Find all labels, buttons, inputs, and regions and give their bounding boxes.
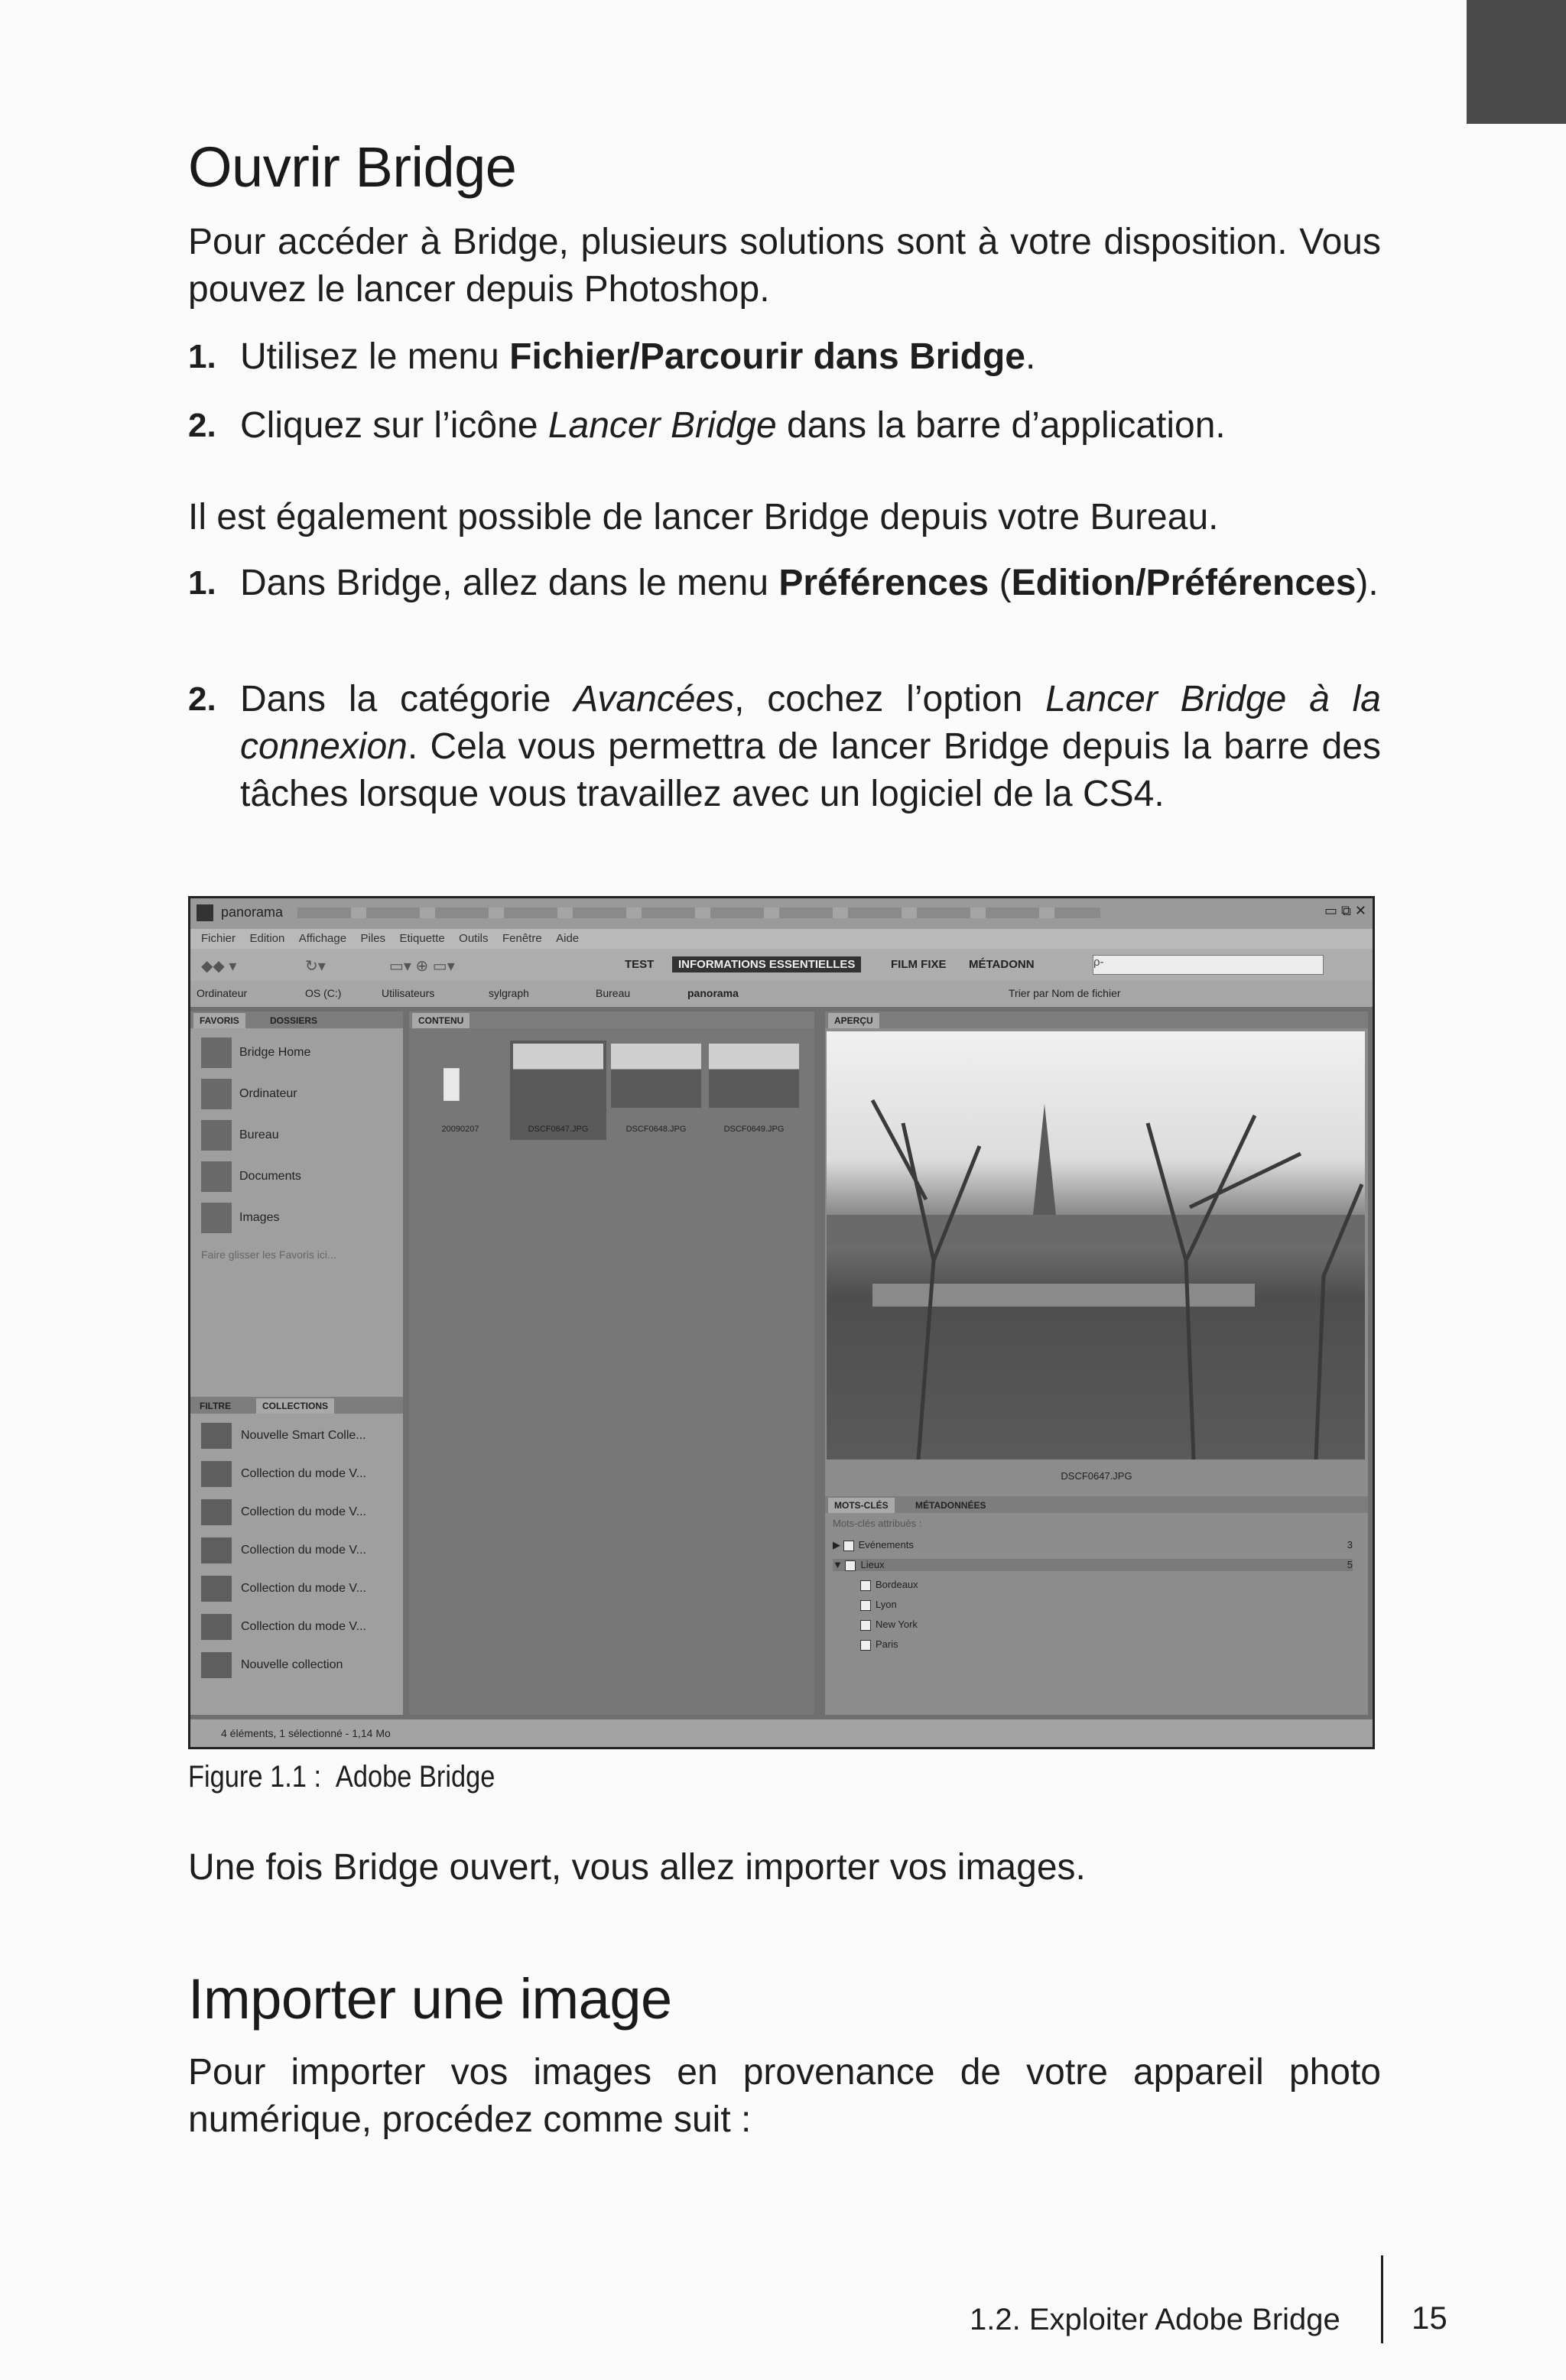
list-number: 1. [188, 564, 216, 602]
tab-preview[interactable]: APERÇU [828, 1013, 879, 1028]
path-bar [190, 981, 1373, 1007]
figure-label: Figure 1.1 : [188, 1760, 322, 1794]
tab-keywords[interactable]: MOTS-CLÉS [828, 1498, 895, 1513]
menu-item[interactable]: Fichier [201, 932, 236, 945]
desktop-paragraph: Il est également possible de lancer Bridge depuis votre Bureau. [188, 497, 1219, 537]
desktop-icon [201, 1120, 232, 1151]
collection-item[interactable]: Collection du mode V... [201, 1537, 366, 1563]
breadcrumb-item[interactable]: Utilisateurs [382, 987, 435, 999]
window-titlebar [190, 898, 1373, 929]
documents-icon [201, 1161, 232, 1192]
window-controls[interactable]: ▭ ⧉ ✕ [1324, 903, 1366, 918]
bridge-app-icon [197, 904, 213, 921]
collection-icon [201, 1614, 232, 1640]
tab-filter[interactable]: FILTRE [200, 1401, 232, 1411]
thumbnail-caption: DSCF0648.JPG [625, 1125, 687, 1134]
workspace-essentials[interactable]: INFORMATIONS ESSENTIELLES [672, 956, 861, 972]
favorite-item[interactable]: Images [201, 1203, 279, 1233]
status-text: 4 éléments, 1 sélectionné - 1,14 Mo [221, 1727, 391, 1739]
keyword-checkbox[interactable] [860, 1600, 871, 1611]
favorite-item[interactable]: Bureau [201, 1120, 279, 1151]
breadcrumb-item[interactable]: OS (C:) [305, 987, 342, 999]
preview-caption: DSCF0647.JPG [1061, 1470, 1132, 1482]
running-footer-chapter: 1.2. Exploiter Adobe Bridge [970, 2303, 1340, 2336]
figure-screenshot [188, 896, 1375, 1749]
collection-item[interactable]: Collection du mode V... [201, 1576, 366, 1602]
content-panel-tabs [409, 1011, 814, 1028]
page-number: 15 [1412, 2300, 1447, 2336]
thumbnail-caption: DSCF0647.JPG [528, 1125, 589, 1134]
keyword-row[interactable]: ▶ Evénements 3 [833, 1539, 1353, 1550]
keyword-hint: Mots-clés attribués : [833, 1518, 922, 1529]
left-panel-tabs [190, 1011, 403, 1028]
breadcrumb-item[interactable]: Bureau [596, 987, 631, 999]
folder-icon: ▮ [440, 1057, 463, 1105]
thumbnail-item[interactable] [412, 1041, 508, 1140]
menu-item[interactable]: Piles [360, 932, 386, 945]
workspace-filmstrip[interactable]: FILM FIXE [891, 958, 947, 971]
breadcrumb-item[interactable]: Ordinateur [197, 987, 248, 999]
tab-content[interactable]: CONTENU [412, 1013, 469, 1028]
left-panel [190, 1011, 403, 1715]
menu-item[interactable]: Fenêtre [502, 932, 542, 945]
thumbnail-caption: DSCF0649.JPG [723, 1125, 785, 1134]
favorites-drag-hint: Faire glisser les Favoris ici... [201, 1248, 336, 1261]
keyword-checkbox[interactable] [845, 1560, 856, 1571]
footer-divider [1381, 2255, 1383, 2343]
smart-collection-icon [201, 1423, 232, 1449]
menu-item[interactable]: Edition [249, 932, 285, 945]
collection-item[interactable]: Collection du mode V... [201, 1461, 366, 1487]
figure-caption [188, 1760, 495, 1794]
import-intro-paragraph: Pour importer vos images en provenance de votre appareil photo numérique, procédez comme suit : [188, 2052, 1381, 2140]
intro-paragraph: Pour accéder à Bridge, plusieurs solutions sont à votre disposition. Vous pouvez le lancer depuis Photoshop. [188, 222, 1381, 310]
favorite-item[interactable]: Documents [201, 1161, 301, 1192]
preview-photo [827, 1031, 1365, 1459]
favorite-item[interactable]: Bridge Home [201, 1037, 310, 1068]
collection-item[interactable]: Nouvelle collection [201, 1652, 343, 1678]
keyword-row[interactable]: Bordeaux [860, 1579, 918, 1591]
list-number: 2. [188, 407, 216, 444]
menu-item[interactable]: Affichage [298, 932, 347, 945]
collection-icon [201, 1461, 232, 1487]
keyword-row[interactable]: Lyon [860, 1599, 897, 1611]
tab-collections[interactable]: COLLECTIONS [256, 1398, 334, 1414]
list-number: 1. [188, 338, 216, 375]
preview-panel [825, 1011, 1368, 1715]
collection-item[interactable]: Collection du mode V... [201, 1614, 366, 1640]
breadcrumb-item[interactable]: sylgraph [489, 987, 529, 999]
expand-icon: ▶ [833, 1539, 843, 1550]
collection-icon [201, 1576, 232, 1602]
favorite-item[interactable]: Ordinateur [201, 1079, 297, 1109]
tab-favorites[interactable]: FAVORIS [193, 1013, 245, 1028]
keyword-checkbox[interactable] [843, 1541, 854, 1551]
back-forward-icon[interactable]: ◆◆ ▾ [201, 958, 237, 975]
preview-panel-tabs [825, 1011, 1368, 1028]
tab-folders[interactable]: DOSSIERS [270, 1015, 318, 1026]
bridge-home-icon [201, 1037, 232, 1068]
collection-icon [201, 1652, 232, 1678]
thumbnail-item[interactable] [706, 1041, 802, 1140]
list-number: 2. [188, 680, 216, 718]
chapter-tab-marker [1467, 0, 1566, 124]
keyword-panel-tabs [825, 1496, 1368, 1513]
sort-dropdown[interactable]: Trier par Nom de fichier [1009, 987, 1121, 999]
menu-bar [190, 929, 1373, 949]
computer-icon [201, 1079, 232, 1109]
breadcrumb-item[interactable]: panorama [687, 987, 739, 999]
search-input[interactable]: ρ- [1093, 955, 1324, 975]
thumbnail-caption: 20090207 [441, 1125, 479, 1134]
lower-panel-tabs [190, 1397, 403, 1414]
keyword-checkbox[interactable] [860, 1640, 871, 1651]
keyword-checkbox[interactable] [860, 1620, 871, 1631]
figure-caption-text: Adobe Bridge [335, 1760, 495, 1794]
refresh-icon[interactable]: ↻▾ [305, 958, 326, 975]
blurred-photoshop-menu [297, 908, 1100, 918]
menu-item[interactable]: Outils [459, 932, 489, 945]
window-title: panorama [221, 904, 284, 920]
collapse-icon: ▼ [833, 1559, 846, 1570]
tab-metadata[interactable]: MÉTADONNÉES [915, 1500, 986, 1511]
section-title-importer: Importer une image [188, 1967, 672, 2031]
section-title-ouvrir-bridge: Ouvrir Bridge [188, 135, 517, 199]
collection-icon [201, 1499, 232, 1525]
thumbnail-item[interactable] [608, 1041, 704, 1140]
keyword-row[interactable]: Paris [860, 1638, 898, 1651]
photo-thumbnail [611, 1044, 701, 1108]
menu-item[interactable]: Etiquette [399, 932, 445, 945]
collection-item[interactable]: Collection du mode V... [201, 1499, 366, 1525]
collection-icon [201, 1537, 232, 1563]
after-figure-paragraph: Une fois Bridge ouvert, vous allez importer vos images. [188, 1847, 1086, 1888]
photo-thumbnail [709, 1044, 799, 1108]
menu-item[interactable]: Aide [556, 932, 580, 945]
images-icon [201, 1203, 232, 1233]
toolbar [190, 949, 1373, 981]
workspace-test[interactable]: TEST [625, 958, 655, 971]
thumbnail-item[interactable] [510, 1041, 606, 1140]
content-panel [409, 1011, 814, 1715]
keyword-checkbox[interactable] [860, 1580, 871, 1591]
photo-thumbnail [513, 1044, 603, 1108]
status-bar [190, 1719, 1373, 1747]
tools-icon[interactable]: ▭▾ ⊕ ▭▾ [389, 958, 455, 975]
collection-item[interactable]: Nouvelle Smart Colle... [201, 1423, 366, 1449]
preview-photo-art [827, 1031, 1365, 1459]
workspace-metadata[interactable]: MÉTADONN [969, 958, 1035, 971]
keyword-row[interactable]: ▼ Lieux 5 [833, 1559, 1353, 1570]
keyword-row[interactable]: New York [860, 1619, 918, 1631]
